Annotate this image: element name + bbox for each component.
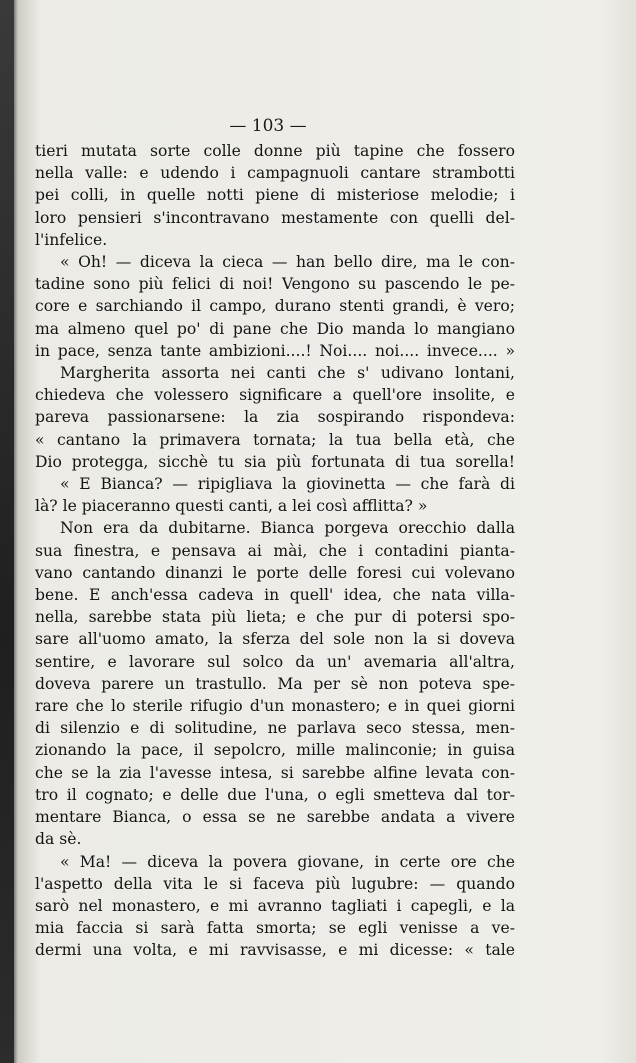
text-line: sare all'uomo amato, la sferza del sole non la si doveva bbox=[35, 630, 515, 649]
text-line: sua finestra, e pensava ai mài, che i contadini pianta- bbox=[35, 541, 515, 560]
body-text bbox=[35, 140, 515, 962]
text-line: pareva passionarsene: la zia sospirando rispondeva: bbox=[35, 408, 515, 427]
page-gutter-shadow bbox=[0, 0, 14, 1063]
text-line: sentire, e lavorare sul solco da un' avemaria all'altra, bbox=[35, 652, 515, 671]
text-line: Dio protegga, sicchè tu sia più fortunata di tua sorella! bbox=[35, 452, 515, 471]
text-line: là? le piaceranno questi canti, a lei così afflitta? » bbox=[35, 497, 428, 516]
text-line: loro pensieri s'incontravano mestamente con quelli del- bbox=[35, 208, 515, 227]
text-line: « cantano la primavera tornata; la tua bella età, che bbox=[35, 430, 515, 449]
text-line: ma almeno quel po' di pane che Dio manda lo mangiano bbox=[35, 319, 515, 338]
text-line: in pace, senza tante ambizioni....! Noi.... noi.... invece.... » bbox=[35, 341, 515, 360]
text-line: tro il cognato; e delle due l'una, o egli smetteva dal tor- bbox=[35, 785, 515, 804]
text-line: « E Bianca? — ripigliava la giovinetta — che farà di bbox=[60, 475, 515, 494]
text-line: rare che lo sterile rifugio d'un monastero; e in quei giorni bbox=[35, 697, 515, 716]
text-line: doveva parere un trastullo. Ma per sè non poteva spe- bbox=[35, 674, 515, 693]
text-line: di silenzio e di solitudine, ne parlava seco stessa, men- bbox=[35, 719, 515, 738]
text-line: Non era da dubitarne. Bianca porgeva orecchio dalla bbox=[60, 519, 515, 538]
text-line: sarò nel monastero, e mi avranno tagliati i capegli, e la bbox=[35, 896, 515, 915]
text-line: da sè. bbox=[35, 830, 82, 849]
text-line: tieri mutata sorte colle donne più tapine che fossero bbox=[35, 142, 515, 160]
text-line: nella, sarebbe stata più lieta; e che pur di potersi spo- bbox=[35, 608, 515, 627]
text-line: chiedeva che volessero significare a quell'ore insolite, e bbox=[35, 386, 515, 405]
text-line: l'infelice. bbox=[35, 230, 108, 249]
text-line: core e sarchiando il campo, durano stenti grandi, è vero; bbox=[35, 297, 515, 316]
text-line: vano cantando dinanzi le porte delle foresi cui volevano bbox=[35, 563, 515, 582]
page-number: — 103 — bbox=[229, 116, 307, 136]
text-line: tadine sono più felici di noi! Vengono su pascendo le pe- bbox=[35, 275, 515, 294]
text-line: pei colli, in quelle notti piene di misteriose melodie; i bbox=[35, 186, 515, 205]
text-line: mia faccia si sarà fatta smorta; se egli venisse a ve- bbox=[35, 919, 515, 938]
text-line: mentare Bianca, o essa se ne sarebbe andata a vivere bbox=[35, 808, 515, 827]
text-line: l'aspetto della vita le si faceva più lugubre: — quando bbox=[35, 874, 515, 893]
text-line: « Ma! — diceva la povera giovane, in certe ore che bbox=[60, 852, 515, 871]
text-line: zionando la pace, il sepolcro, mille malinconie; in guisa bbox=[35, 741, 515, 760]
text-line: nella valle: e udendo i campagnuoli cantare strambotti bbox=[35, 164, 515, 183]
text-line: che se la zia l'avesse intesa, si sarebbe alfine levata con- bbox=[35, 763, 515, 782]
text-line: « Oh! — diceva la cieca — han bello dire, ma le con- bbox=[60, 253, 515, 272]
text-line: dermi una volta, e mi ravvisasse, e mi dicesse: « tale bbox=[35, 941, 515, 960]
text-line: bene. E anch'essa cadeva in quell' idea, che nata villa- bbox=[35, 586, 515, 605]
text-line: Margherita assorta nei canti che s' udivano lontani, bbox=[60, 364, 515, 383]
